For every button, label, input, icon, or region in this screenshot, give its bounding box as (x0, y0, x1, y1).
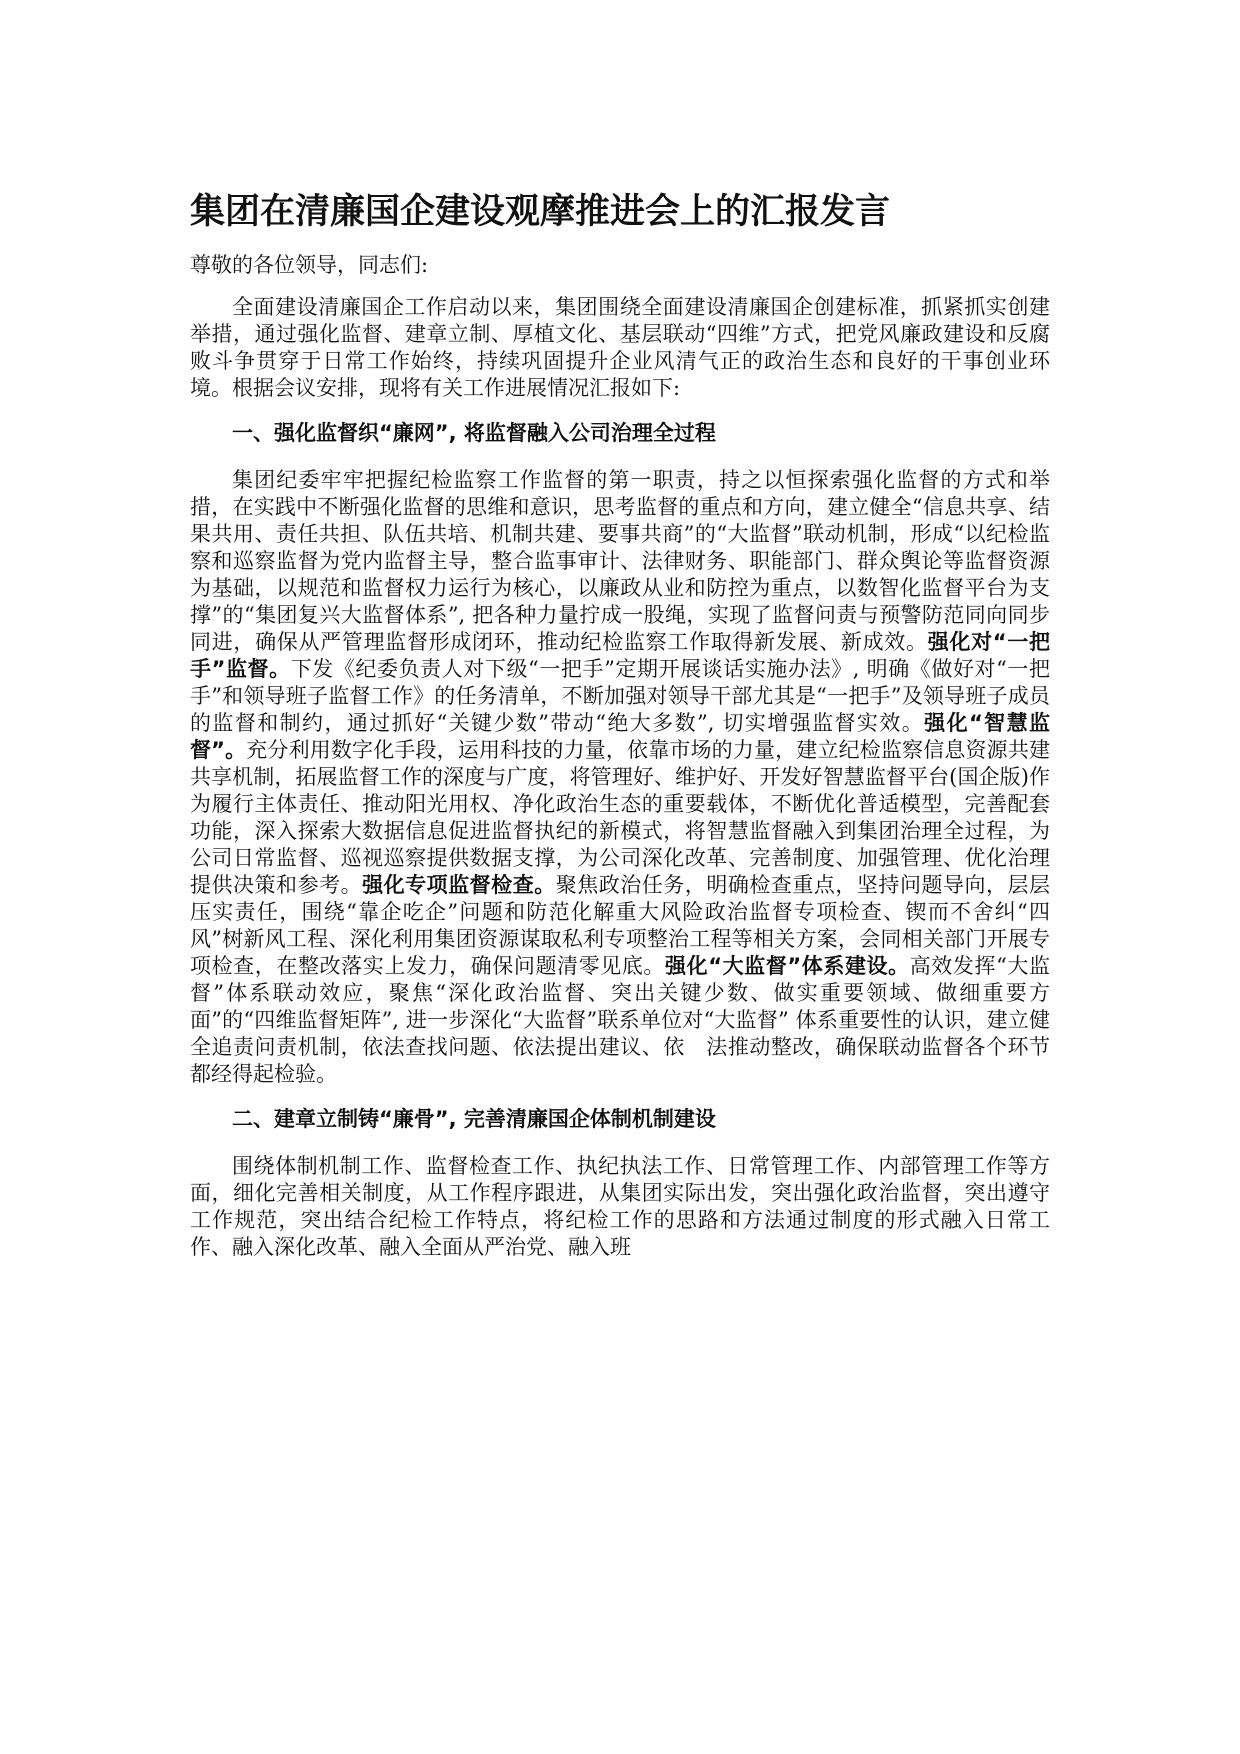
intro-paragraph: 全面建设清廉国企工作启动以来，集团围绕全面建设清廉国企创建标准，抓紧抓实创建举措，通过强化监督、建章立制、厚植文化、基层联动“四维”方式，把党风廉政建设和反腐败斗争贯穿于日常工作始终，持续巩固提升企业风清气正的政治生态和良好的干事创业环境。根据会议安排，现将有关工作进展情况汇报如下: (190, 295, 1050, 400)
bold-lead-smart-supervision: 强化“智慧监督”。 (190, 711, 1050, 762)
section-2-heading: 二、建章立制铸“廉骨”, 完善清廉国企体制机制建设 (232, 1107, 716, 1131)
bold-lead-top-leader-supervision: 强化对“一把手”监督。 (190, 630, 1050, 681)
section-1-heading: 一、强化监督织“廉网”, 将监督融入公司治理全过程 (232, 421, 716, 445)
bold-lead-special-inspection: 强化专项监督检查。 (362, 873, 556, 897)
document-title: 集团在清廉国企建设观摩推进会上的汇报发言 (190, 192, 891, 232)
section-1-text-1: 集团纪委牢牢把握纪检监察工作监督的第一职责，持之以恒探索强化监督的方式和举措，在实践中不断强化监督的思维和意识，思考监督的重点和方向，建立健全“信息共享、结果共用、责任共担、队伍共培、机制共建、要事共商”的“大监督”联动机制，形成“以纪检监察和巡察监督为党内监督主导，整合监事审计、法律财务、职能部门、群众舆论等监督资源为基础，以规范和监督权力运行为核心，以廉政从业和防控为重点，以数智化监督平台为支撑”的“集团复兴大监督体系”, 把各种力量拧成一股绳，实现了监督问责与预警防范同向同步同进，确保从严管理监督形成闭环，推动纪检监察工作取得新发展、新成效。 (190, 468, 1050, 654)
salutation: 尊敬的各位领导，同志们: (190, 253, 429, 277)
document-page (190, 190, 1050, 1261)
section-1-text-4: 聚焦政治任务，明确检查重点，坚持问题导向，层层压实责任，围绕“靠企吃企”问题和防范化解重大风险政治监督专项检查、锲而不舍纠“四风”树新风工程、深化利用集团资源谋取私利专项整治工程等相关方案，会同相关部门开展专项检查，在整改落实上发力，确保问题清零见底。 (190, 873, 1051, 978)
section-1-text-3: 充分利用数字化手段，运用科技的力量，依靠市场的力量，建立纪检监察信息资源共建共享机制，拓展监督工作的深度与广度，将管理好、维护好、开发好智慧监督平台(国企版)作为履行主体责任、推动阳光用权、净化政治生态的重要载体，不断优化普适模型，完善配套功能，深入探索大数据信息促进监督执纪的新模式，将智慧监督融入到集团治理全过程，为公司日常监督、巡视巡察提供数据支撑，为公司深化改革、完善制度、加强管理、优化治理提供决策和参考。 (190, 738, 1050, 897)
section-1-text-5: 高效发挥“大监督”体系联动效应，聚焦“深化政治监督、突出关键少数、做实重要领域、做细重要方面”的“四维监督矩阵”, 进一步深化“大监督”联系单位对“大监督” 体系重要性的认识，建立健全追责问责机制，依法查找问题、依法提出建议、依 法推动整改，确保联动监督各个环节都经得起检验。 (190, 954, 1051, 1086)
section-1-text-2: 下发《纪委负责人对下级“一把手”定期开展谈话实施办法》, 明确《做好对“一把手”和领导班子监督工作》的任务清单，不断加强对领导干部尤其是“一把手”及领导班子成员的监督和制约，通过抓好“关键少数”带动“绝大多数”, 切实增强监督实效。 (190, 657, 1050, 735)
bold-lead-big-supervision-system: 强化“大监督”体系建设。 (665, 954, 910, 978)
section-2-paragraph: 围绕体制机制工作、监督检查工作、执纪执法工作、日常管理工作、内部管理工作等方面，细化完善相关制度，从工作程序跟进，从集团实际出发，突出强化政治监督，突出遵守工作规范，突出结合纪检工作特点，将纪检工作的思路和方法通过制度的形式融入日常工作、融入深化改革、融入全面从严治党、融入班 (190, 1154, 1050, 1259)
section-1-paragraph (190, 467, 1050, 1088)
